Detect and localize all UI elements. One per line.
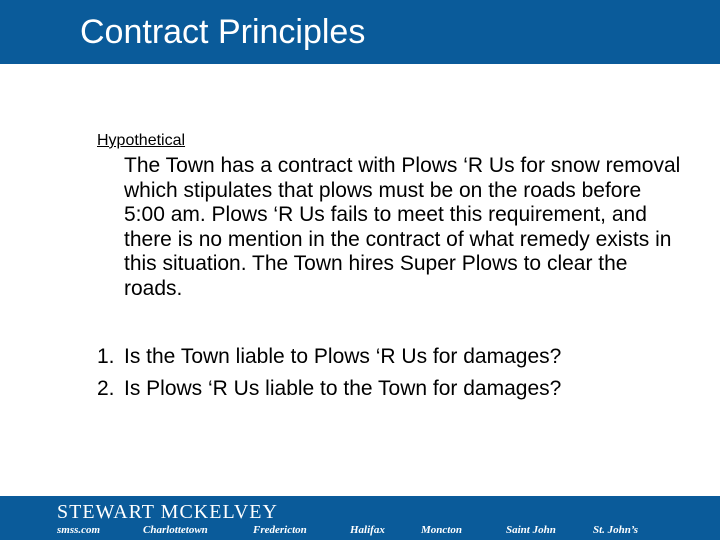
- firm-logo: STEWART MCKELVEY: [57, 501, 278, 523]
- question-item: [97, 377, 561, 402]
- question-item: [97, 345, 561, 370]
- question-number: 1.: [97, 345, 115, 368]
- website-link: smss.com: [57, 524, 101, 536]
- hypothetical-paragraph: The Town has a contract with Plows ‘R Us for snow removal which stipulates that plows must be on the roads before 5:00 am. Plows ‘R Us fails to meet this requirement, and there is no mention in the contract of what remedy exists in this situation. The Town hires Super Plows to clear the roads.: [124, 154, 681, 300]
- city-item: Charlottetown: [143, 524, 208, 536]
- question-text: Is Plows ‘R Us liable to the Town for damages?: [124, 377, 562, 400]
- footer-city-list: [0, 523, 720, 537]
- slide-title: Contract Principles: [80, 13, 366, 51]
- city-item: Saint John: [506, 524, 556, 536]
- city-item: Halifax: [350, 524, 385, 536]
- city-item: Fredericton: [253, 524, 307, 536]
- city-item: St. John’s: [593, 524, 639, 536]
- question-text: Is the Town liable to Plows ‘R Us for damages?: [124, 345, 562, 368]
- question-number: 2.: [97, 377, 115, 400]
- city-item: Moncton: [421, 524, 462, 536]
- subheading: Hypothetical: [97, 132, 186, 149]
